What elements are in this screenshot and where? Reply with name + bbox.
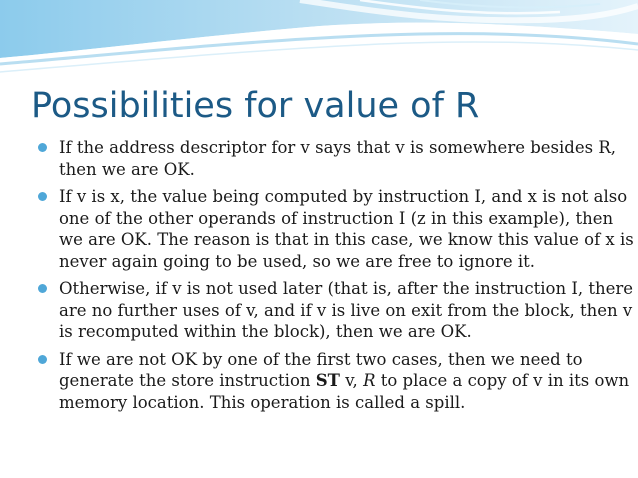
bullet-dot-icon — [38, 143, 47, 152]
bullet-text-part: to place a copy of v in its own memory location. This operation is called a spill. — [59, 371, 630, 412]
bullet-text: Otherwise, if v is not used later (that is, after the instruction I, there are no further uses of v, and if v is live on exit from the block, then v is recomputed within the block), then we are OK. — [59, 279, 634, 341]
bullet-item — [35, 349, 635, 414]
slide-title: Possibilities for value of R — [31, 86, 480, 126]
bullet-item — [35, 186, 635, 272]
bullet-list — [35, 137, 635, 419]
header-wave-decoration — [0, 0, 638, 80]
register-name: R — [363, 371, 376, 390]
store-instruction-keyword: ST — [315, 371, 340, 390]
bullet-text: If v is x, the value being computed by instruction I, and x is not also one of the other operands of instruction I (z in this example), then we are OK. The reason is that in this case, we know this value of x is never again going to be used, so we are free to ignore it. — [59, 187, 634, 271]
bullet-text-part: If we are not OK by one of the first two cases, then we need to generate the store instruction — [59, 349, 583, 390]
bullet-dot-icon — [38, 192, 47, 201]
bullet-dot-icon — [38, 355, 47, 364]
bullet-dot-icon — [38, 284, 47, 293]
bullet-text: If the address descriptor for v says that v is somewhere besides R, then we are OK. — [59, 138, 616, 179]
bullet-item — [35, 137, 635, 180]
bullet-item — [35, 278, 635, 343]
bullet-text-part: v, — [339, 371, 364, 390]
